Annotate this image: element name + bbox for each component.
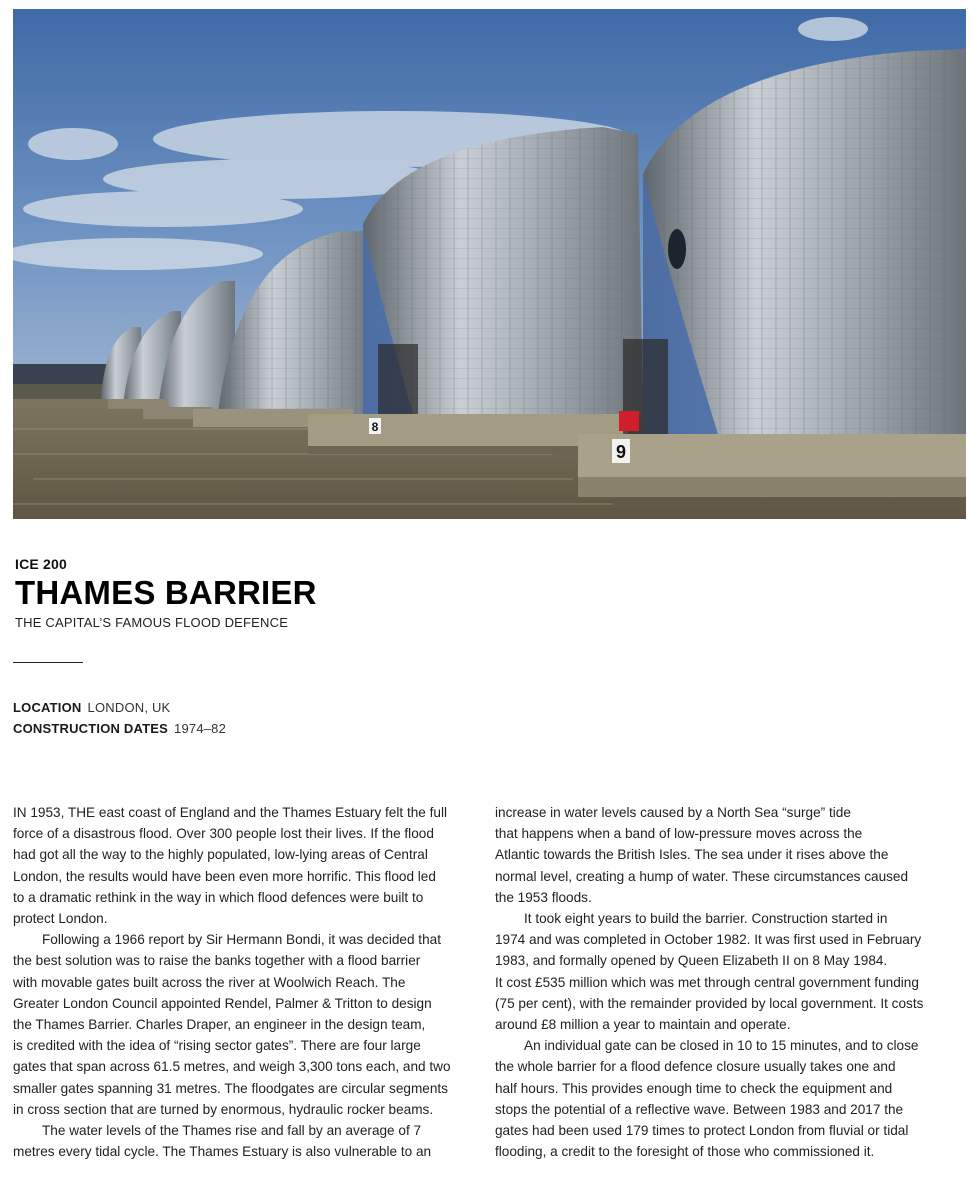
body-line: with movable gates built across the river at Woolwich Reach. The: [13, 974, 406, 990]
body-line: An individual gate can be closed in 10 to 15 minutes, and to close: [524, 1038, 919, 1054]
body-line: The water levels of the Thames rise and fall by an average of 7: [42, 1123, 422, 1139]
thames-barrier-photo: [13, 9, 966, 519]
body-line: had got all the way to the highly populated, low-lying areas of Central: [13, 847, 428, 863]
body-line: metres every tidal cycle. The Thames Estuary is also vulnerable to an: [13, 1144, 432, 1160]
heading-divider: [13, 662, 83, 663]
body-column-right: [495, 802, 955, 1162]
body-line: protect London.: [13, 911, 108, 927]
body-line: the whole barrier for a flood defence closure usually takes one and: [495, 1059, 896, 1075]
fact-block: [13, 697, 226, 739]
body-line: flooding, a credit to the foresight of those who commissioned it.: [495, 1144, 875, 1160]
body-line: increase in water levels caused by a North Sea “surge” tide: [495, 805, 851, 820]
series-label: ICE 200: [15, 556, 67, 572]
body-column-left: [13, 802, 473, 1162]
body-line: to a dramatic rethink in the way in which flood defences were built to: [13, 889, 424, 905]
dates-value: 1974–82: [174, 721, 227, 736]
body-line: half hours. This provides enough time to check the equipment and: [495, 1080, 893, 1096]
body-line: 1983, and formally opened by Queen Elizabeth II on 8 May 1984.: [495, 953, 888, 969]
body-line: stops the potential of a reflective wave. Between 1983 and 2017 the: [495, 1101, 904, 1117]
body-line: around £8 million a year to maintain and operate.: [495, 1017, 791, 1033]
body-line: the best solution was to raise the banks together with a flood barrier: [13, 953, 421, 969]
body-line: Greater London Council appointed Rendel, Palmer & Tritton to design: [13, 995, 432, 1011]
body-line: the Thames Barrier. Charles Draper, an engineer in the design team,: [13, 1017, 426, 1033]
body-line: It took eight years to build the barrier. Construction started in: [524, 911, 888, 927]
body-line: 1974 and was completed in October 1982. It was first used in February: [495, 932, 922, 948]
body-line: force of a disastrous flood. Over 300 people lost their lives. If the flood: [13, 826, 434, 842]
location-value: LONDON, UK: [87, 700, 171, 715]
body-line: in cross section that are turned by enormous, hydraulic rocker beams.: [13, 1101, 434, 1117]
body-line: normal level, creating a hump of water. These circumstances caused: [495, 868, 909, 884]
gate-number-8: 8: [371, 420, 379, 434]
body-line: (75 per cent), with the remainder provided by local government. It costs: [495, 995, 924, 1011]
body-line: Following a 1966 report by Sir Hermann Bondi, it was decided that: [42, 932, 441, 948]
body-line: IN 1953, THE east coast of England and the Thames Estuary felt the full: [13, 805, 447, 820]
body-line: smaller gates spanning 31 metres. The floodgates are circular segments: [13, 1080, 448, 1096]
article-heading: [15, 556, 317, 630]
barrier-photo-icon: [13, 9, 966, 519]
body-line: the 1953 floods.: [495, 889, 592, 905]
page-subtitle: THE CAPITAL’S FAMOUS FLOOD DEFENCE: [15, 615, 289, 630]
body-line: gates had been used 179 times to protect London from fluvial or tidal: [495, 1123, 909, 1139]
body-line: gates that span across 61.5 metres, and weigh 3,300 tons each, and two: [13, 1059, 451, 1075]
body-line: is credited with the idea of “rising sector gates”. There are four large: [13, 1038, 421, 1054]
location-row: [13, 697, 226, 718]
body-line: It cost £535 million which was met through central government funding: [495, 974, 919, 990]
dates-label: CONSTRUCTION DATES: [13, 721, 169, 736]
page-title: THAMES BARRIER: [15, 574, 317, 611]
dates-row: [13, 718, 226, 739]
body-line: London, the results would have been even more horrific. This flood led: [13, 868, 436, 884]
body-line: Atlantic towards the British Isles. The sea under it rises above the: [495, 847, 889, 863]
gate-number-9: 9: [615, 442, 627, 462]
body-line: that happens when a band of low-pressure moves across the: [495, 826, 863, 842]
location-label: LOCATION: [13, 700, 82, 715]
